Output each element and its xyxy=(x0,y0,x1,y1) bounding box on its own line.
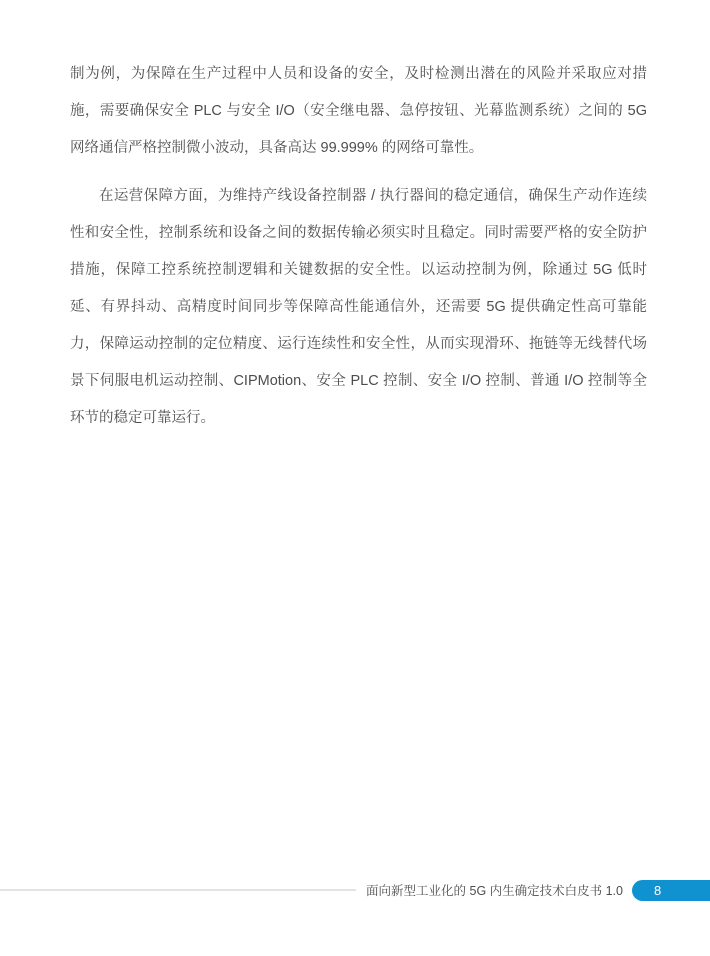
footer-document-title: 面向新型工业化的 5G 内生确定技术白皮书 1.0 xyxy=(366,884,623,898)
page-content xyxy=(70,56,647,437)
page-number-badge xyxy=(632,880,710,901)
paragraph: 制为例，为保障在生产过程中人员和设备的安全，及时检测出潜在的风险并采取应对措施，需要确保安全 PLC 与安全 I/O（安全继电器、急停按钮、光幕监测系统）之间的 5G 网络通信严格控制微小波动，具备高达 99.999% 的网络可靠性。 xyxy=(70,66,647,156)
page-number: 8 xyxy=(654,882,662,898)
footer-divider xyxy=(0,889,356,891)
paragraph: 在运营保障方面，为维持产线设备控制器 / 执行器间的稳定通信，确保生产动作连续性和安全性，控制系统和设备之间的数据传输必须实时且稳定。同时需要严格的安全防护措施，保障工控系统控制逻辑和关键数据的安全性。以运动控制为例，除通过 5G 低时延、有界抖动、高精度时间同步等保障高性能通信外，还需要 5G 提供确定性高可靠能力，保障运动控制的定位精度、运行连续性和安全性，从而实现滑环、拖链等无线替代场景下伺服电机运动控制、CIPMotion、安全 PLC 控制、安全 I/O 控制、普通 I/O 控制等全环节的稳定可靠运行。 xyxy=(70,188,647,426)
page-footer xyxy=(0,876,710,904)
